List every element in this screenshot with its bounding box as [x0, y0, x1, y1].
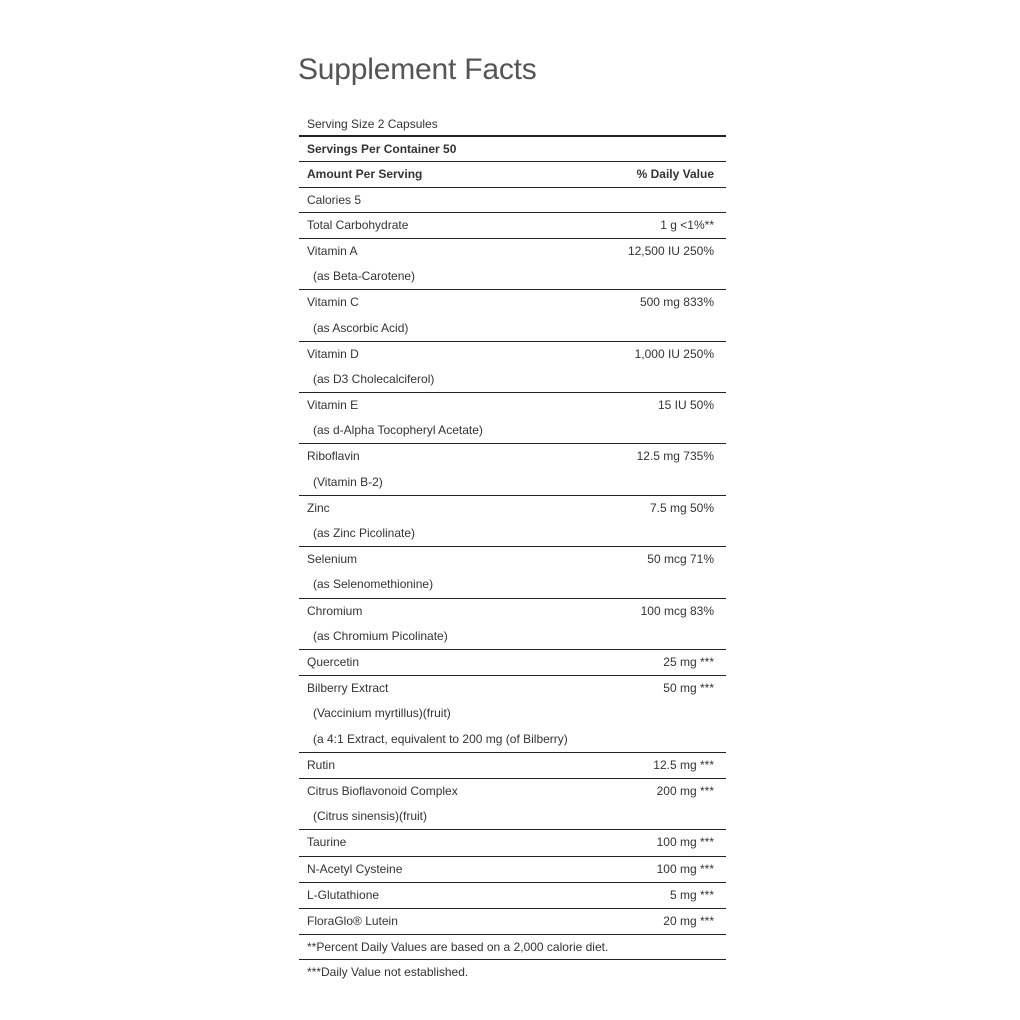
supplement-facts-table: [299, 112, 726, 985]
calories: Calories 5: [307, 192, 362, 207]
calories-row: [299, 188, 726, 213]
nutrient-label: [307, 909, 398, 934]
nutrient-amount: 50 mcg 71%: [647, 552, 714, 567]
nutrient-source: (Vitamin B-2): [313, 474, 383, 489]
nutrient-amount: 200 mg ***: [656, 783, 714, 798]
table-row: [299, 547, 726, 598]
nutrient-label: [307, 753, 335, 778]
serving-size: Serving Size 2 Capsules: [307, 117, 438, 131]
servings-per-container-row: [299, 137, 726, 162]
table-row: [299, 239, 726, 290]
footnote-not-established: ***Daily Value not established.: [307, 965, 469, 980]
nutrient-name: FloraGlo® Lutein: [307, 913, 398, 928]
nutrient-label: [307, 547, 433, 597]
nutrient-amount: 100 mcg 83%: [640, 603, 714, 618]
footnote-daily-value: **Percent Daily Values are based on a 2,000 calorie diet.: [307, 940, 609, 955]
nutrient-amount: 12,500 IU 250%: [627, 243, 714, 258]
nutrient-amount: 50 mg ***: [663, 681, 714, 696]
footnote-row: [299, 935, 726, 960]
nutrient-name: Rutin: [307, 757, 336, 772]
nutrient-name: N-Acetyl Cysteine: [307, 861, 403, 876]
table-row: [299, 393, 726, 444]
page-title: Supplement Facts: [298, 53, 537, 86]
nutrient-label: [307, 444, 383, 494]
nutrient-source: (as Chromium Picolinate): [313, 628, 448, 643]
nutrient-name: Chromium: [307, 603, 363, 618]
nutrient-amount: 15 IU 50%: [657, 398, 714, 413]
nutrient-amount: 5 mg ***: [669, 887, 714, 902]
nutrient-name: Riboflavin: [307, 449, 360, 464]
nutrient-amount: 1 g <1%**: [660, 217, 714, 232]
nutrient-name: Vitamin C: [307, 295, 359, 310]
table-row: [299, 857, 726, 883]
nutrient-source: (as Beta-Carotene): [313, 269, 416, 284]
nutrient-amount: 100 mg ***: [656, 861, 714, 876]
table-row: [299, 496, 726, 547]
nutrient-name: Vitamin E: [307, 398, 359, 413]
nutrient-label: [307, 779, 458, 829]
nutrient-list: [299, 213, 726, 935]
table-row: [299, 599, 726, 650]
table-row: [299, 909, 726, 935]
nutrient-label: [307, 857, 402, 882]
table-row: [299, 650, 726, 676]
nutrient-label: [307, 213, 408, 238]
nutrient-source: (as Selenomethionine): [313, 577, 434, 592]
nutrient-amount: 500 mg 833%: [639, 295, 714, 310]
nutrient-source: (Citrus sinensis)(fruit): [313, 809, 428, 824]
nutrient-source: (as Ascorbic Acid): [313, 320, 409, 335]
nutrient-source: (Vaccinium myrtillus)(fruit): [313, 706, 451, 721]
nutrient-source: (as D3 Cholecalciferol): [313, 371, 435, 386]
nutrient-label: [307, 883, 379, 908]
table-row: [299, 883, 726, 909]
nutrient-label: [307, 599, 448, 649]
nutrient-source: (a 4:1 Extract, equivalent to 200 mg (of Bilberry): [313, 731, 568, 746]
nutrient-name: Vitamin D: [307, 346, 359, 361]
nutrient-label: [307, 676, 568, 752]
nutrient-label: [307, 239, 415, 289]
nutrient-amount: 25 mg ***: [663, 654, 714, 669]
nutrient-name: Selenium: [307, 552, 358, 567]
footnote-row: [299, 960, 726, 985]
table-row: [299, 444, 726, 495]
nutrient-label: [307, 650, 359, 675]
table-row: [299, 213, 726, 239]
servings-per-container: Servings Per Container 50: [307, 142, 457, 157]
nutrient-name: Total Carbohydrate: [307, 217, 409, 232]
serving-size-row: [299, 112, 726, 137]
table-row: [299, 342, 726, 393]
nutrient-name: Zinc: [307, 500, 330, 515]
nutrient-source: (as Zinc Picolinate): [313, 526, 416, 541]
nutrient-name: Bilberry Extract: [307, 681, 389, 696]
nutrient-source: (as d-Alpha Tocopheryl Acetate): [313, 423, 483, 438]
nutrient-label: [307, 342, 434, 392]
nutrient-label: [307, 496, 415, 546]
nutrient-amount: 12.5 mg 735%: [636, 449, 714, 464]
nutrient-name: Vitamin A: [307, 243, 358, 258]
nutrient-name: L-Glutathione: [307, 887, 380, 902]
table-row: [299, 830, 726, 856]
nutrient-amount: 7.5 mg 50%: [649, 500, 714, 515]
nutrient-name: Taurine: [307, 835, 347, 850]
amount-per-serving-header: Amount Per Serving: [307, 167, 423, 182]
nutrient-label: [307, 393, 483, 443]
nutrient-amount: 1,000 IU 250%: [634, 346, 714, 361]
nutrient-label: [307, 290, 408, 340]
table-header-row: [299, 162, 726, 187]
table-row: [299, 753, 726, 779]
nutrient-name: Citrus Bioflavonoid Complex: [307, 783, 458, 798]
nutrient-name: Quercetin: [307, 654, 360, 669]
nutrient-amount: 12.5 mg ***: [653, 757, 714, 772]
nutrient-amount: 100 mg ***: [656, 835, 714, 850]
nutrient-label: [307, 830, 346, 855]
daily-value-header: % Daily Value: [636, 167, 714, 182]
table-row: [299, 779, 726, 830]
table-row: [299, 290, 726, 341]
table-row: [299, 676, 726, 753]
nutrient-amount: 20 mg ***: [663, 913, 714, 928]
